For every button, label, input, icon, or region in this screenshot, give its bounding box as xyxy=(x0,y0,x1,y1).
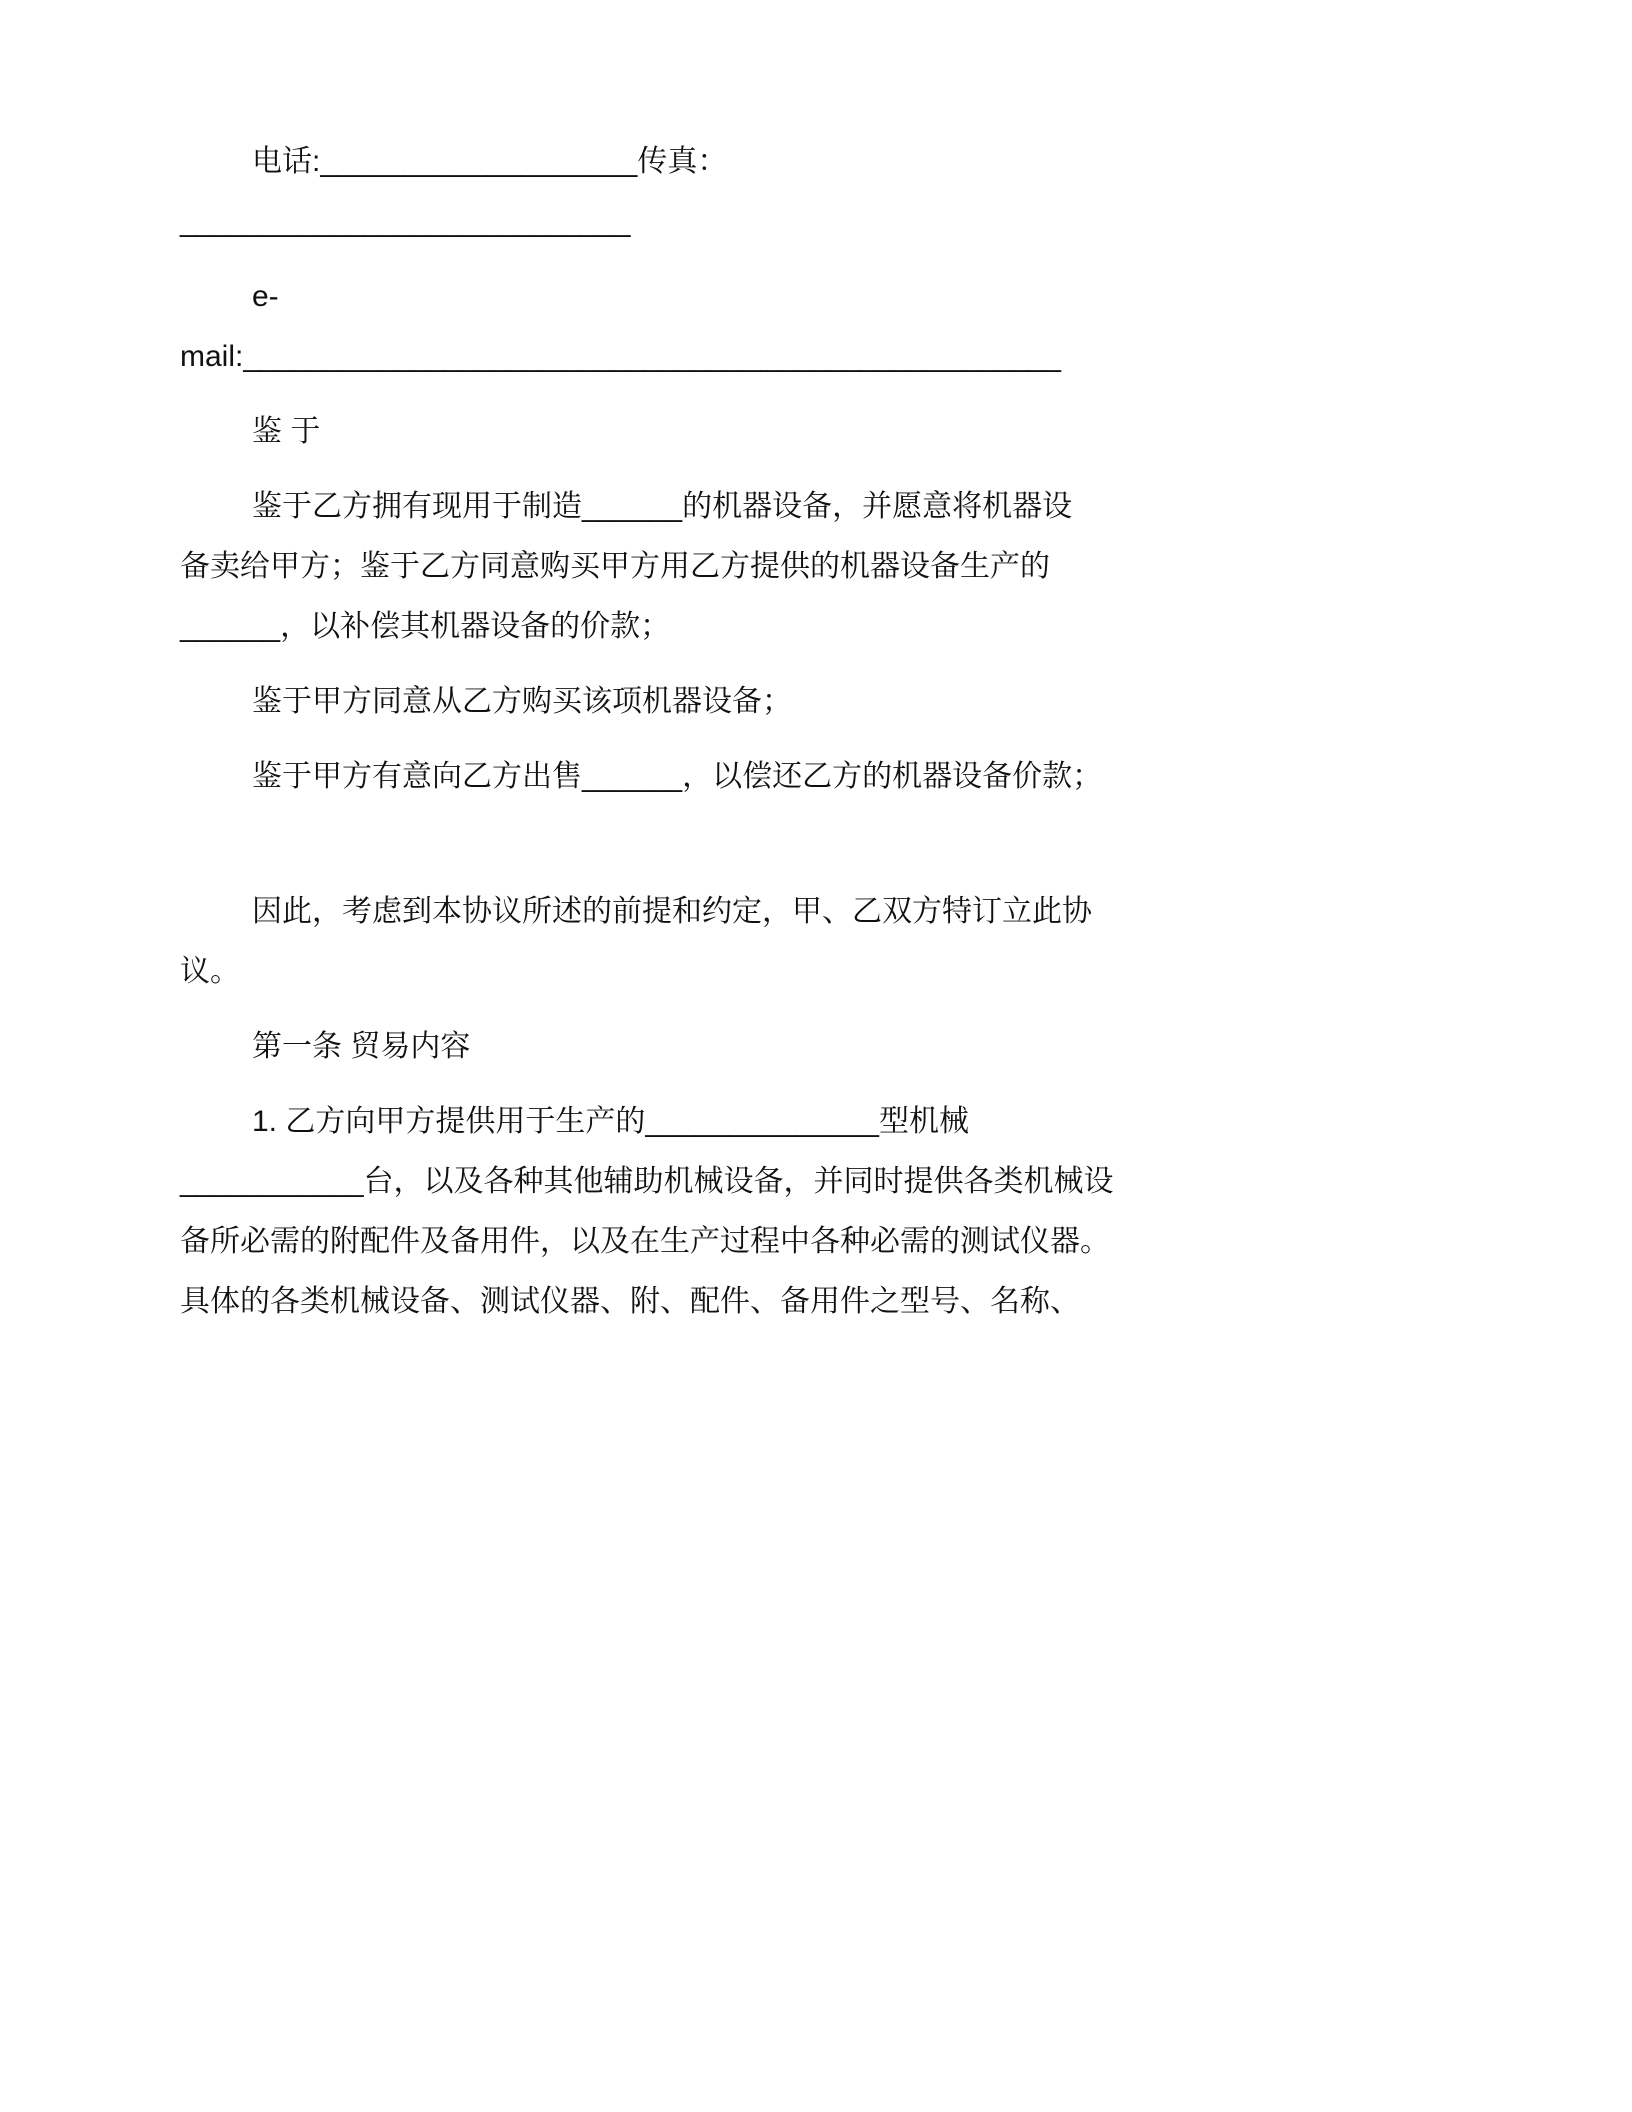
blank-paragraph xyxy=(180,822,1480,867)
document-line: e- xyxy=(252,280,279,313)
document-body xyxy=(180,132,1480,1347)
paragraph xyxy=(180,882,1480,1002)
paragraph xyxy=(180,402,1480,462)
document-line: 鉴于甲方同意从乙方购买该项机器设备； xyxy=(252,685,792,718)
document-line: 备卖给甲方；鉴于乙方同意购买甲方用乙方提供的机器设备生产的 xyxy=(180,550,1050,583)
document-line: 鉴 于 xyxy=(252,415,321,448)
document-line: 议。 xyxy=(180,955,240,988)
paragraph xyxy=(180,477,1480,657)
document-line: 电话:___________________传真： xyxy=(252,145,728,178)
document-line: 备所必需的附配件及备用件，以及在生产过程中各种必需的测试仪器。 xyxy=(180,1225,1110,1258)
document-line: ___________台，以及各种其他辅助机械设备，并同时提供各类机械设 xyxy=(180,1165,1114,1198)
paragraph xyxy=(180,132,1480,252)
document-line: ______，以补偿其机器设备的价款； xyxy=(180,610,671,643)
paragraph xyxy=(180,1092,1480,1332)
paragraph xyxy=(180,747,1480,807)
document-line: mail:_________________________________________________ xyxy=(180,340,1061,373)
document-line: ___________________________ xyxy=(180,205,631,238)
document-line: 具体的各类机械设备、测试仪器、附、配件、备用件之型号、名称、 xyxy=(180,1285,1080,1318)
paragraph xyxy=(180,672,1480,732)
paragraph xyxy=(180,1017,1480,1077)
document-line: 鉴于乙方拥有现用于制造______的机器设备，并愿意将机器设 xyxy=(252,490,1073,523)
document-line: 第一条 贸易内容 xyxy=(252,1030,471,1063)
document-line: 1. 乙方向甲方提供用于生产的______________型机械 xyxy=(252,1105,969,1138)
document-line: 鉴于甲方有意向乙方出售______，以偿还乙方的机器设备价款； xyxy=(252,760,1103,793)
document-line: 因此，考虑到本协议所述的前提和约定，甲、乙双方特订立此协 xyxy=(252,895,1092,928)
paragraph xyxy=(180,267,1480,387)
